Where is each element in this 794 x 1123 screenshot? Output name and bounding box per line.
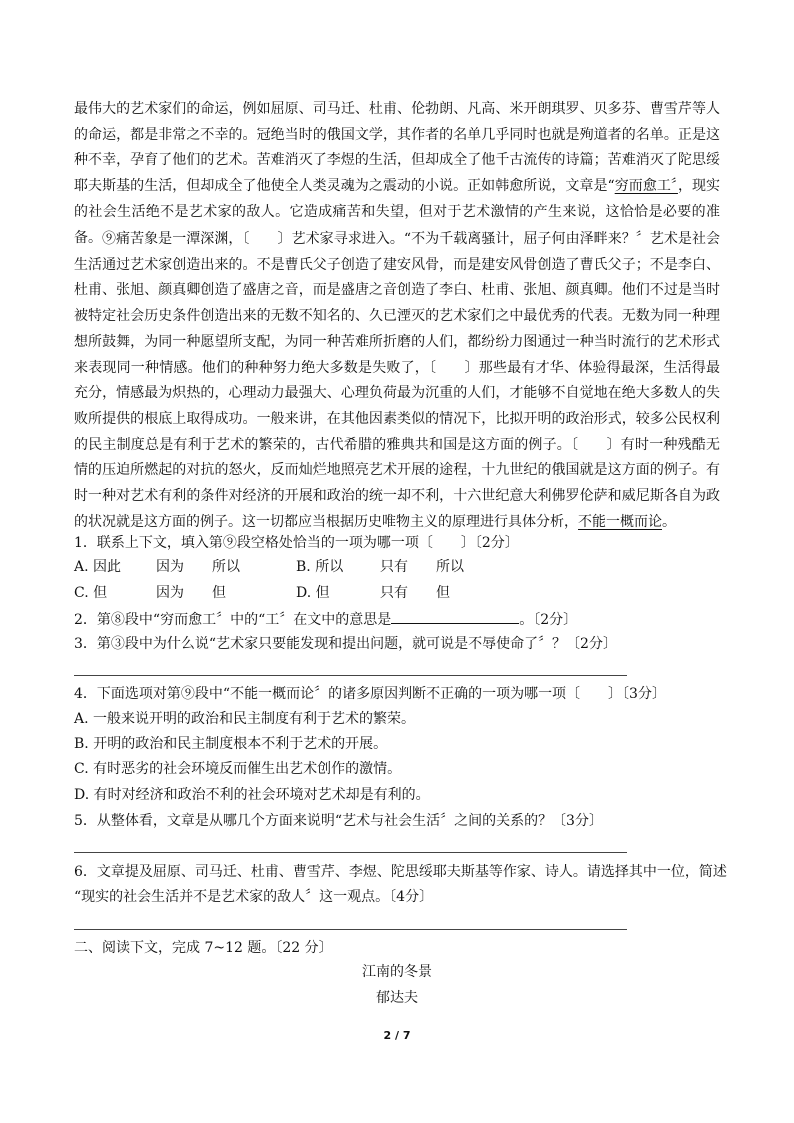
option-label: A. 因此 xyxy=(74,559,122,575)
q4-option-c: C. 有时恶劣的社会环境反而催生出艺术创作的激情。 xyxy=(74,761,402,777)
question-6-line-1: 6．文章提及屈原、司马迁、杜甫、曹雪芹、李煜、陀思绥耶夫斯基等作家、诗人。请选择其中一位，简述 xyxy=(74,864,727,880)
passage-text: ⑨痛苦象是一潭深渊，〔 〕艺术家寻求进入。“不为千载离骚计，屈子何由泽畔来？〞艺术是社会生活通过艺术家创造出来的。不是曹氏父子创造了建安风骨，而是建安风骨创造了曹氏父子；不是李白、杜甫、张旭、颜真卿创造了盛唐之音，而是盛唐之音创造了李白、杜甫、张旭、颜真卿。他们不过是当时被特定社会历史条件创造出来的无数不知名的、久已湮灭的艺术家们之中最优秀的代表。无数为同一种理想所鼓舞，为同一种愿望所支配，为同一种苦难所折磨的人们，都纷纷力图通过一种当时流行的艺术形式来表现同一种情感。他们的种种努力绝大多数是失败了，〔 〕那些最有才华、体验得最深，生活得最充分，情感最为炽热的，心理动力最强大、心理负荷最为沉重的人们，才能够不自觉地在绝大多数人的失败所提供的根底上取得成功。一般来讲，在其他因素类似的情况下，比拟开明的政治形式，较多公民权利的民主制度总是有利于艺术的繁荣的，古代希腊的雅典共和国是这方面的例子。〔 〕有时一种残酷无情的压迫所燃起的对抗的怒火，反而灿烂地照亮艺术开展的途程，十九世纪的俄国就是这方面的例子。有时一种对艺术有利的条件对经济的开展和政治的统一却不利，十六世纪意大利佛罗伦萨和威尼斯各自为政的状况就是这方面的例子。这一切都应当根据历史唯物主义的原理进行具体分析， xyxy=(74,231,720,530)
q1-option-c: C. 但 xyxy=(74,585,108,601)
q1-option-a-word3: 所以 xyxy=(212,559,240,575)
answer-line-q6[interactable] xyxy=(74,929,627,930)
q1-option-d-word2: 只有 xyxy=(380,585,408,601)
question-5: 5．从整体看，文章是从哪几个方面来说明“艺术与社会生活〞之间的关系的？〔3分〕 xyxy=(74,813,603,829)
q1-option-d-word3: 但 xyxy=(436,585,450,601)
reading-author: 郁达夫 xyxy=(376,990,418,1006)
q1-option-a-word2: 因为 xyxy=(156,559,184,575)
q1-option-d: D. 但 xyxy=(296,585,330,601)
passage-text: 最伟大的艺术家们的命运，例如屈原、司马迁、杜甫、伦勃朗、凡高、米开朗琪罗、贝多芬、曹雪芹等人的命运，都是非常之不幸的。冠绝当时的俄国文学，其作者的名单几乎同时也就是殉道者的名单。正是这种不幸，孕育了他们的艺术。苦难消灭了李煜的生活，但却成全了他千古流传的诗篇；苦难消灭了陀思绥耶夫斯基的生活，但却成全了他使全人类灵魂为之震动的小说。正如韩愈所说，文章是“ xyxy=(74,101,720,195)
q1-option-a xyxy=(74,557,121,577)
passage-paragraph-9 xyxy=(74,227,720,535)
answer-line-q5[interactable] xyxy=(74,852,627,853)
q4-option-d: D. 有时对经济和政治不利的社会环境对艺术却是有利的。 xyxy=(74,787,430,803)
answer-blank[interactable] xyxy=(391,609,519,624)
q1-option-b-word2: 只有 xyxy=(380,559,408,575)
q4-option-a: A. 一般来说开明的政治和民主制度有利于艺术的繁荣。 xyxy=(74,711,416,727)
question-6-line-2: “现实的社会生活并不是艺术家的敌人〞这一观点。〔4分〕 xyxy=(74,889,434,905)
page-number: 2 / 7 xyxy=(383,1029,411,1042)
underlined-phrase: 穷而愈工〞 xyxy=(614,178,678,195)
passage-text-end: ，现实的社会生活绝不是艺术家的敌人。它造成痛苦和失望，但对于艺术激情的产生来说，这恰恰是必要的准备。 xyxy=(74,178,721,246)
q1-option-c-word3: 但 xyxy=(212,585,226,601)
answer-line-q3[interactable] xyxy=(74,675,627,676)
question-2-points: 。〔2分〕 xyxy=(519,612,578,628)
q4-option-b: B. 开明的政治和民主制度根本不利于艺术的开展。 xyxy=(74,736,388,752)
q1-option-b-word3: 所以 xyxy=(436,559,464,575)
question-2-text: 2．第⑧段中“穷而愈工〞中的“工〞在文中的意思是 xyxy=(74,612,392,628)
question-2 xyxy=(74,609,577,630)
underlined-phrase: 不能一概而论 xyxy=(578,513,662,530)
reading-title: 江南的冬景 xyxy=(362,964,432,980)
section-2-heading: 二、阅读下文，完成 7~12 题。〔22 分〕 xyxy=(74,940,333,956)
passage-text-end: 。 xyxy=(662,513,676,530)
question-4: 4．下面选项对第⑨段中“不能一概而论〞的诸多原因判断不正确的一项为哪一项〔 〕〔3分〕 xyxy=(74,686,666,702)
question-3: 3．第③段中为什么说“艺术家只要能发现和提出问题，就可说是不辱使命了〞？〔2分〕 xyxy=(74,636,617,652)
q1-option-c-word2: 因为 xyxy=(156,585,184,601)
q1-option-b: B. 所以 xyxy=(296,559,344,575)
question-1: 1．联系上下文，填入第⑨段空格处恰当的一项为哪一项〔 〕〔2分〕 xyxy=(74,535,519,551)
